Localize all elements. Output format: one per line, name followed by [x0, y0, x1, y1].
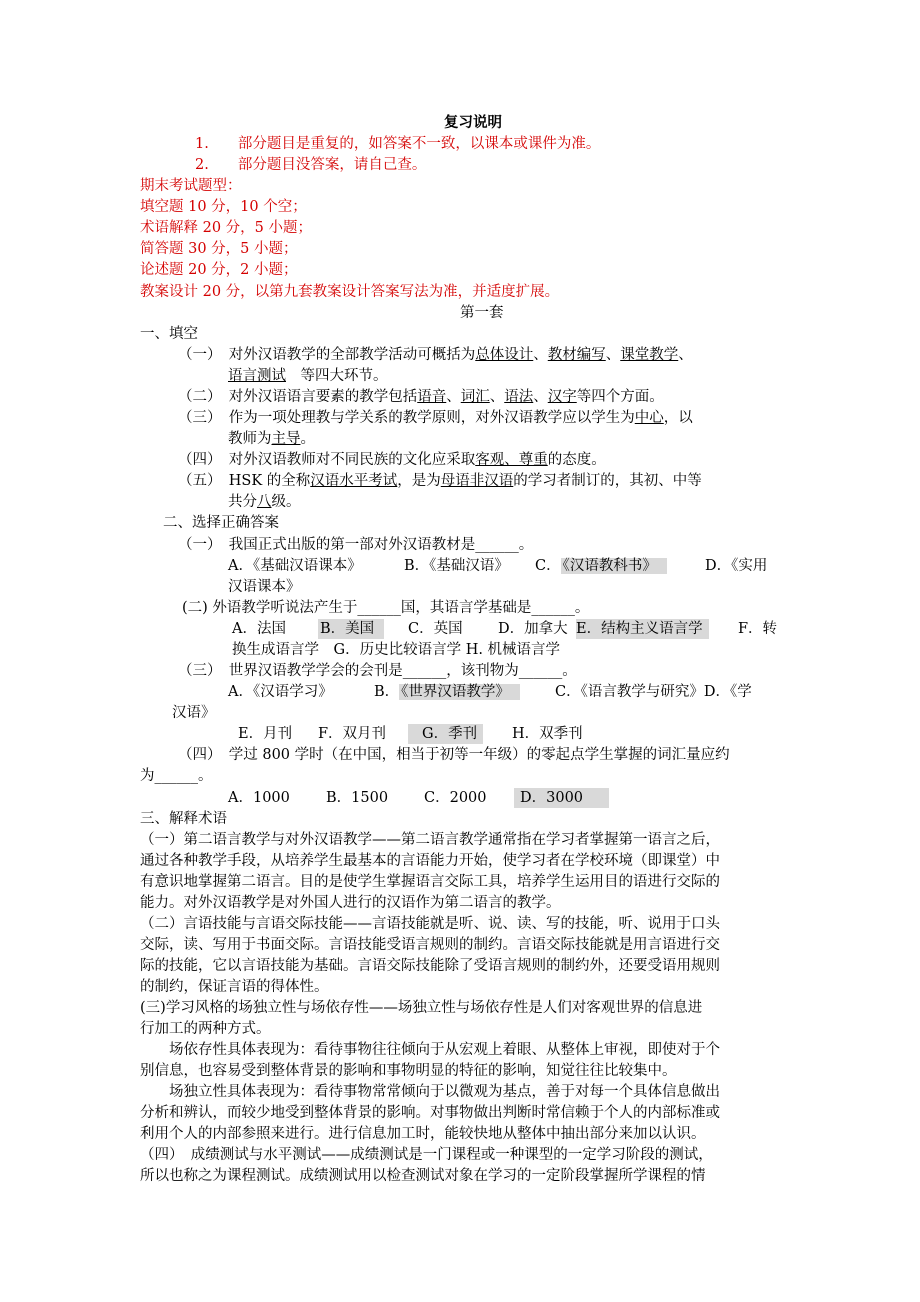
separator: 、	[446, 389, 461, 405]
question-text: 的学习者制订的，其初、中等	[513, 473, 702, 489]
question-text: 级。	[271, 494, 301, 510]
answer-blank: 总体设计	[475, 347, 534, 363]
term-text-line: 交际，读、写用于书面交际。言语技能受语言规则的制约。言语交际技能就是用言语进行交	[140, 937, 720, 953]
choice-option: A．法国	[232, 621, 286, 637]
choice-option: D．《实用	[705, 558, 768, 574]
choice-option: F．双月刊	[318, 726, 387, 742]
term-text-line: （四） 成绩测试与水平测试——成绩测试是一门课程或一种课型的一定学习阶段的测试，	[140, 1147, 713, 1163]
answer-blank: 母语非汉语	[440, 473, 514, 489]
answer-blank: 语言测试	[228, 368, 286, 384]
exam-line-5: 论述题 20 分，2 小题；	[140, 262, 298, 278]
correct-answer: D．3000	[514, 788, 609, 808]
choice-option: A．《汉语学习》	[228, 684, 333, 700]
choice-option: A．《基础汉语课本》	[228, 558, 362, 574]
choice-option: D．加拿大	[498, 621, 568, 637]
choice-option: B．1500	[326, 790, 389, 806]
question-text: （三） 作为一项处理教与学关系的教学原则，对外汉语教学应以学生为	[178, 410, 635, 426]
answer-blank: 语法	[504, 389, 534, 405]
choice-option: C．2000	[424, 790, 487, 806]
fill-q2	[178, 387, 664, 407]
choice-option-cont: 汉语课本》	[228, 579, 301, 595]
exam-line-1: 期末考试题型：	[140, 178, 242, 194]
correct-answer: 《汉语教科书》	[561, 558, 667, 574]
term-text-line: 有意识地掌握第二语言。目的是使学生掌握语言交际工具，培养学生运用目的语进行交际的	[140, 874, 720, 890]
answer-blank: 主导	[271, 431, 301, 447]
exam-line-3: 术语解释 20 分，5 小题；	[140, 220, 313, 236]
separator: 、	[533, 347, 548, 363]
question-text: ，以	[663, 410, 693, 426]
term-text-line: 行加工的两种方式。	[140, 1021, 271, 1037]
answer-blank: 汉语水平考试	[310, 473, 398, 489]
section-heading: 三、解释术语	[140, 811, 227, 827]
term-text-line: (三)学习风格的场独立性与场依存性——场独立性与场依存性是人们对客观世界的信息进	[140, 1000, 703, 1016]
option-letter: C．	[535, 558, 561, 574]
choice-q3-stem: （三） 世界汉语教学学会的会刊是______，该刊物为______。	[178, 663, 577, 679]
term-text-line: 能力。对外汉语教学是对外国人进行的汉语作为第二语言的教学。	[140, 895, 561, 911]
choice-option-cont: 换生成语言学 G．历史比较语言学 H. 机械语言学	[232, 642, 561, 658]
separator: 、	[533, 389, 548, 405]
answer-blank: 教材编写	[547, 347, 606, 363]
exam-line-4: 简答题 30 分，5 小题；	[140, 241, 298, 257]
choice-option	[374, 682, 520, 702]
note-1: 1. 部分题目是重复的，如答案不一致，以课本或课件为准。	[195, 136, 601, 152]
question-text: ，是为	[397, 473, 441, 489]
question-text: （四） 对外汉语教师对不同民族的文化应采取	[178, 452, 476, 468]
correct-answer: G．季刊	[408, 724, 483, 744]
choice-q1-stem: （一） 我国正式出版的第一部对外汉语教材是______。	[178, 537, 534, 553]
fill-q3-cont	[228, 429, 315, 449]
question-text: 的态度。	[547, 452, 606, 468]
question-text: （二） 对外汉语语言要素的教学包括	[178, 389, 418, 405]
fill-q3	[178, 408, 693, 428]
choice-q4-stem-cont: 为______。	[140, 768, 213, 784]
answer-blank: 课堂教学	[620, 347, 679, 363]
choice-option: A．1000	[228, 790, 290, 806]
set-title: 第一套	[460, 305, 504, 321]
question-text: 等四个方面。	[576, 389, 664, 405]
question-text: （一） 对外汉语教学的全部教学活动可概括为	[178, 347, 476, 363]
fill-q1	[178, 345, 693, 365]
answer-blank: 中心	[634, 410, 664, 426]
fill-q5-cont	[228, 492, 301, 512]
fill-q4	[178, 450, 606, 470]
term-text-line: 场依存性具体表现为：看待事物往往倾向于从宏观上着眼、从整体上审视，即使对于个	[140, 1042, 720, 1058]
choice-option-cont: 汉语》	[172, 705, 216, 721]
exam-line-2: 填空题 10 分，10 个空；	[140, 199, 307, 215]
answer-blank: 八	[257, 494, 272, 510]
choice-option: C．英国	[408, 621, 463, 637]
term-text-line: （二）言语技能与言语交际技能——言语技能就是听、说、读、写的技能，听、说用于口头	[140, 916, 720, 932]
choice-q2-stem: (二) 外语教学听说法产生于______国，其语言学基础是______。	[182, 600, 590, 616]
fill-q1-cont	[228, 366, 388, 386]
question-text: 共分	[228, 494, 257, 510]
answer-blank: 汉字	[547, 389, 577, 405]
term-text-line: 场独立性具体表现为：看待事物常常倾向于以微观为基点，善于对每一个具体信息做出	[140, 1084, 720, 1100]
term-text-line: 利用个人的内部参照来进行。进行信息加工时，能较快地从整体中抽出部分来加以认识。	[140, 1126, 706, 1142]
section-heading: 二、选择正确答案	[163, 515, 279, 531]
fill-q5	[178, 471, 702, 491]
separator: 、	[489, 389, 505, 405]
option-letter: B．	[374, 684, 400, 700]
question-text: （五） HSK 的全称	[178, 473, 311, 489]
exam-line-6: 教案设计 20 分，以第九套教案设计答案写法为准，并适度扩展。	[140, 284, 560, 300]
choice-option: H．双季刊	[512, 726, 583, 742]
choice-option: C．《语言教学与研究》D．《学	[555, 684, 752, 700]
choice-option: F．转	[738, 621, 778, 637]
section-heading: 一、填空	[140, 326, 198, 342]
term-text-line: 别信息，也容易受到整体背景的影响和事物明显的特征的影响，知觉往往比较集中。	[140, 1063, 677, 1079]
term-text-line: 分析和辨认，而较少地受到整体背景的影响。对事物做出判断时常信赖于个人的内部标准或	[140, 1105, 720, 1121]
choice-option: E．月刊	[238, 726, 293, 742]
answer-blank: 语音	[417, 389, 447, 405]
correct-answer: 《世界汉语教学》	[399, 684, 520, 700]
page-title: 复习说明	[444, 114, 502, 131]
separator: 、	[605, 347, 621, 363]
question-text: 教师为	[228, 431, 272, 447]
answer-blank: 客观、尊重	[475, 452, 548, 468]
term-text-line: 的制约，保证言语的得体性。	[140, 979, 329, 995]
term-text-line: （一）第二语言教学与对外汉语教学——第二语言教学通常指在学习者掌握第一语言之后，	[140, 832, 720, 848]
term-text-line: 所以也称之为课程测试。成绩测试用以检查测试对象在学习的一定阶段掌握所学课程的情	[140, 1168, 706, 1184]
correct-answer: E．结构主义语言学	[576, 619, 709, 639]
question-text: 。	[300, 431, 315, 447]
answer-blank: 词汇	[460, 389, 490, 405]
correct-answer: B．美国	[318, 619, 384, 639]
separator: 、	[678, 347, 693, 363]
choice-q4-stem: （四） 学过 800 学时（在中国，相当于初等一年级）的零起点学生掌握的词汇量应约	[178, 747, 730, 763]
question-text: 等四大环节。	[286, 368, 388, 384]
term-text-line: 际的技能，它以言语技能为基础。言语交际技能除了受语言规则的制约外，还要受语用规则	[140, 958, 720, 974]
note-2: 2. 部分题目没答案，请自己查。	[195, 157, 427, 173]
choice-option: B．《基础汉语》	[404, 558, 509, 574]
choice-option	[535, 556, 667, 576]
term-text-line: 通过各种教学手段，从培养学生最基本的言语能力开始，使学习者在学校环境（即课堂）中	[140, 853, 720, 869]
